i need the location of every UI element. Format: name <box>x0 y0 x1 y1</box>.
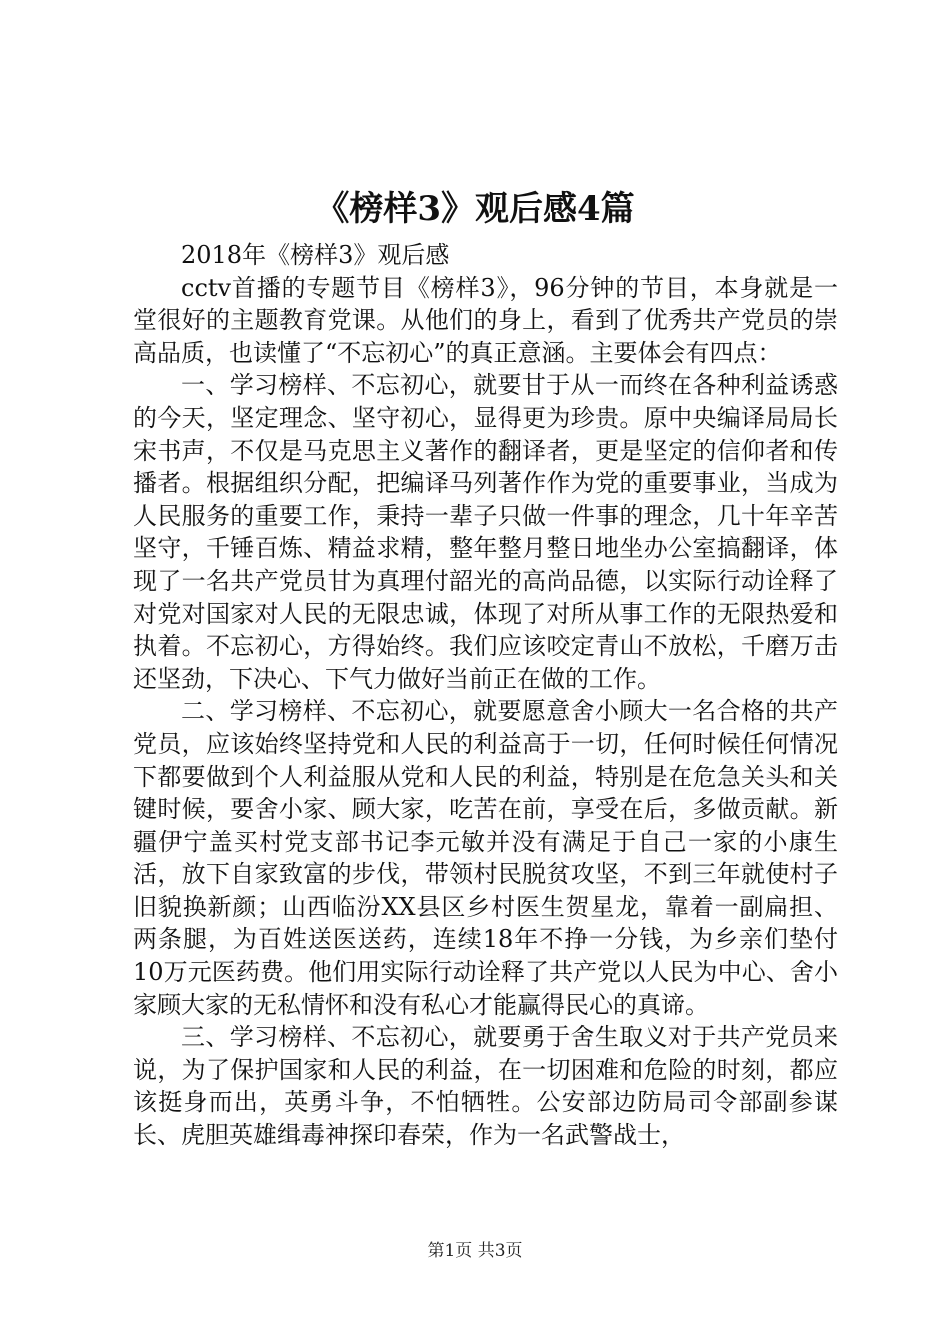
paragraph-point-one: 一、学习榜样、不忘初心，就要甘于从一而终在各种利益诱惑的今天，坚定理念、坚守初心，显得更为珍贵。原中央编译局局长宋书声，不仅是马克思主义著作的翻译者，更是坚定的信仰者和传播者。根据组织分配，把编译马列著作作为党的重要事业，当成为人民服务的重要工作，秉持一辈子只做一件事的理念，几十年辛苦坚守，千锤百炼、精益求精，整年整月整日地坐办公室搞翻译，体现了一名共产党员甘为真理付韶光的高尚品德，以实际行动诠释了对党对国家对人民的无限忠诚，体现了对所从事工作的无限热爱和执着。不忘初心，方得始终。我们应该咬定青山不放松，千磨万击还坚劲，下决心、下气力做好当前正在做的工作。 <box>133 371 838 693</box>
document-body <box>133 239 838 1152</box>
paragraph-point-three: 三、学习榜样、不忘初心，就要勇于舍生取义对于共产党员来说，为了保护国家和人民的利益，在一切困难和危险的时刻，都应该挺身而出，英勇斗争，不怕牺牲。公安部边防局司令部副参谋长、虎胆英雄缉毒神探印春荣，作为一名武警战士， <box>133 1023 838 1150</box>
paragraph-intro: cctv首播的专题节目《榜样3》，96分钟的节目，本身就是一堂很好的主题教育党课。从他们的身上，看到了优秀共产党员的崇高品质，也读懂了“不忘初心”的真正意涵。主要体会有四点： <box>133 273 838 367</box>
page-footer: 第1页 共3页 <box>427 1241 523 1261</box>
document-title: 《榜样3》观后感4篇 <box>315 189 635 229</box>
paragraph-point-two: 二、学习榜样、不忘初心，就要愿意舍小顾大一名合格的共产党员，应该始终坚持党和人民的利益高于一切，任何时候任何情况下都要做到个人利益服从党和人民的利益，特别是在危急关头和关键时候，要舍小家、顾大家，吃苦在前，享受在后，多做贡献。新疆伊宁盖买村党支部书记李元敏并没有满足于自己一家的小康生活，放下自家致富的步伐，带领村民脱贫攻坚，不到三年就使村子旧貌换新颜；山西临汾XX县区乡村医生贺星龙，靠着一副扁担、两条腿，为百姓送医送药，连续18年不挣一分钱，为乡亲们垫付10万元医药费。他们用实际行动诠释了共产党以人民为中心、舍小家顾大家的无私情怀和没有私心才能赢得民心的真谛。 <box>133 697 838 1019</box>
subheading: 2018年《榜样3》观后感 <box>181 241 450 269</box>
